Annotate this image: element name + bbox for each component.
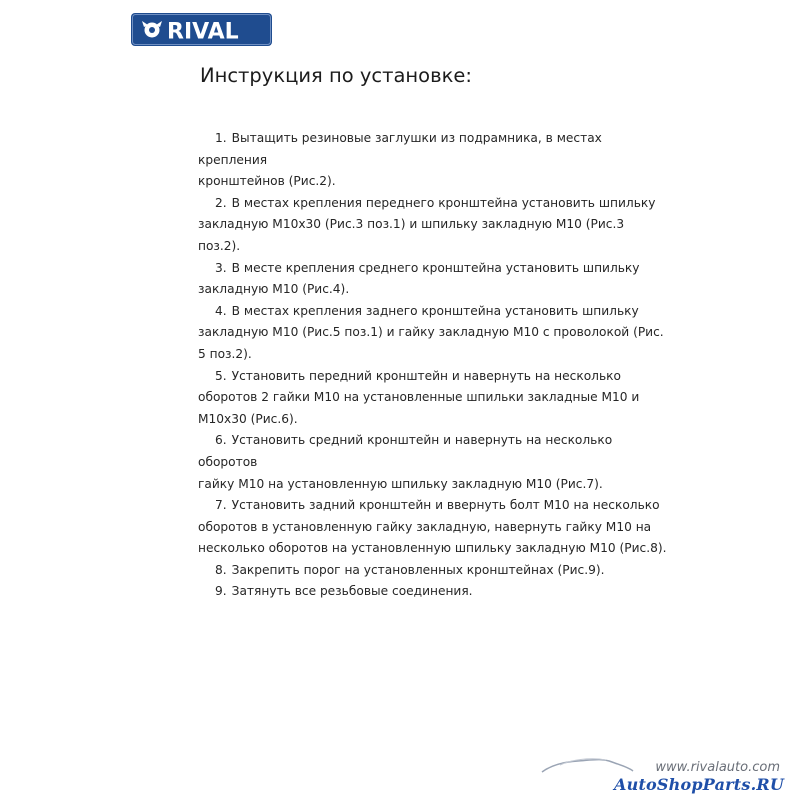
step-text: закладную M10x30 (Рис.3 поз.1) и шпильку закладную M10 (Рис.3 поз.2). <box>198 217 625 253</box>
step-number: 4. <box>215 303 227 318</box>
step-number: 9. <box>215 584 227 599</box>
step-text: Установить средний кронштейн и навернуть на несколько оборотов <box>198 433 613 469</box>
step-text: оборотов в установленную гайку закладную, навернуть гайку M10 на <box>198 519 652 534</box>
step-text: несколько оборотов на установленную шпильку закладную M10 (Рис.8). <box>198 541 667 556</box>
logo-text: RIVAL <box>167 19 239 45</box>
page-title: Инструкция по установке: <box>200 64 472 87</box>
step-number: 1. <box>215 131 227 145</box>
instruction-steps <box>198 128 668 603</box>
step-text: оборотов 2 гайки M10 на установленные шпильки закладные M10 и <box>198 390 640 405</box>
step-line <box>198 366 668 388</box>
rival-logo-graphic <box>131 13 272 46</box>
step-text: закладную M10 (Рис.4). <box>198 282 350 297</box>
step-text: В месте крепления среднего кронштейна установить шпильку <box>231 260 640 275</box>
step-text: Установить передний кронштейн и навернуть на несколько <box>231 368 621 383</box>
step-line <box>198 581 668 603</box>
watermark-url: www.rivalauto.com <box>655 760 780 775</box>
car-silhouette-icon <box>540 754 635 776</box>
step-text: В местах крепления заднего кронштейна установить шпильку <box>231 303 639 318</box>
step-line <box>198 474 668 496</box>
step-number: 8. <box>215 562 227 577</box>
step-text: гайку M10 на установленную шпильку закладную M10 (Рис.7). <box>198 476 603 491</box>
step-line <box>198 560 668 582</box>
step-line <box>198 193 668 215</box>
step-line <box>198 495 668 517</box>
watermark-shop: AutoShopParts.RU <box>614 775 784 794</box>
step-number: 2. <box>215 195 227 210</box>
step-text: Закрепить порог на установленных кронштейнах (Рис.9). <box>231 562 605 577</box>
step-line <box>198 258 668 280</box>
step-text: кронштейнов (Рис.2). <box>198 174 336 189</box>
step-line <box>198 128 668 171</box>
step-line <box>198 409 668 431</box>
step-text: закладную M10 (Рис.5 поз.1) и гайку закладную M10 с проволокой (Рис. <box>198 325 664 340</box>
step-number: 6. <box>215 433 227 448</box>
step-line <box>198 387 668 409</box>
step-number: 3. <box>215 260 227 275</box>
step-number: 7. <box>215 498 227 513</box>
step-line <box>198 322 668 344</box>
step-text: В местах крепления переднего кронштейна установить шпильку <box>231 195 656 210</box>
step-text: M10x30 (Рис.6). <box>198 411 298 426</box>
step-line <box>198 171 668 193</box>
step-line <box>198 538 668 560</box>
step-line <box>198 301 668 323</box>
step-text: 5 поз.2). <box>198 346 252 361</box>
step-text: Затянуть все резьбовые соединения. <box>231 584 473 599</box>
step-line <box>198 279 668 301</box>
step-line <box>198 517 668 539</box>
step-text: Установить задний кронштейн и ввернуть болт M10 на несколько <box>231 498 660 513</box>
step-line <box>198 430 668 473</box>
step-number: 5. <box>215 368 227 383</box>
step-text: Вытащить резиновые заглушки из подрамника, в местах крепления <box>198 131 602 167</box>
step-line <box>198 344 668 366</box>
rival-logo <box>131 13 272 46</box>
watermark <box>500 754 790 794</box>
step-line <box>198 214 668 257</box>
